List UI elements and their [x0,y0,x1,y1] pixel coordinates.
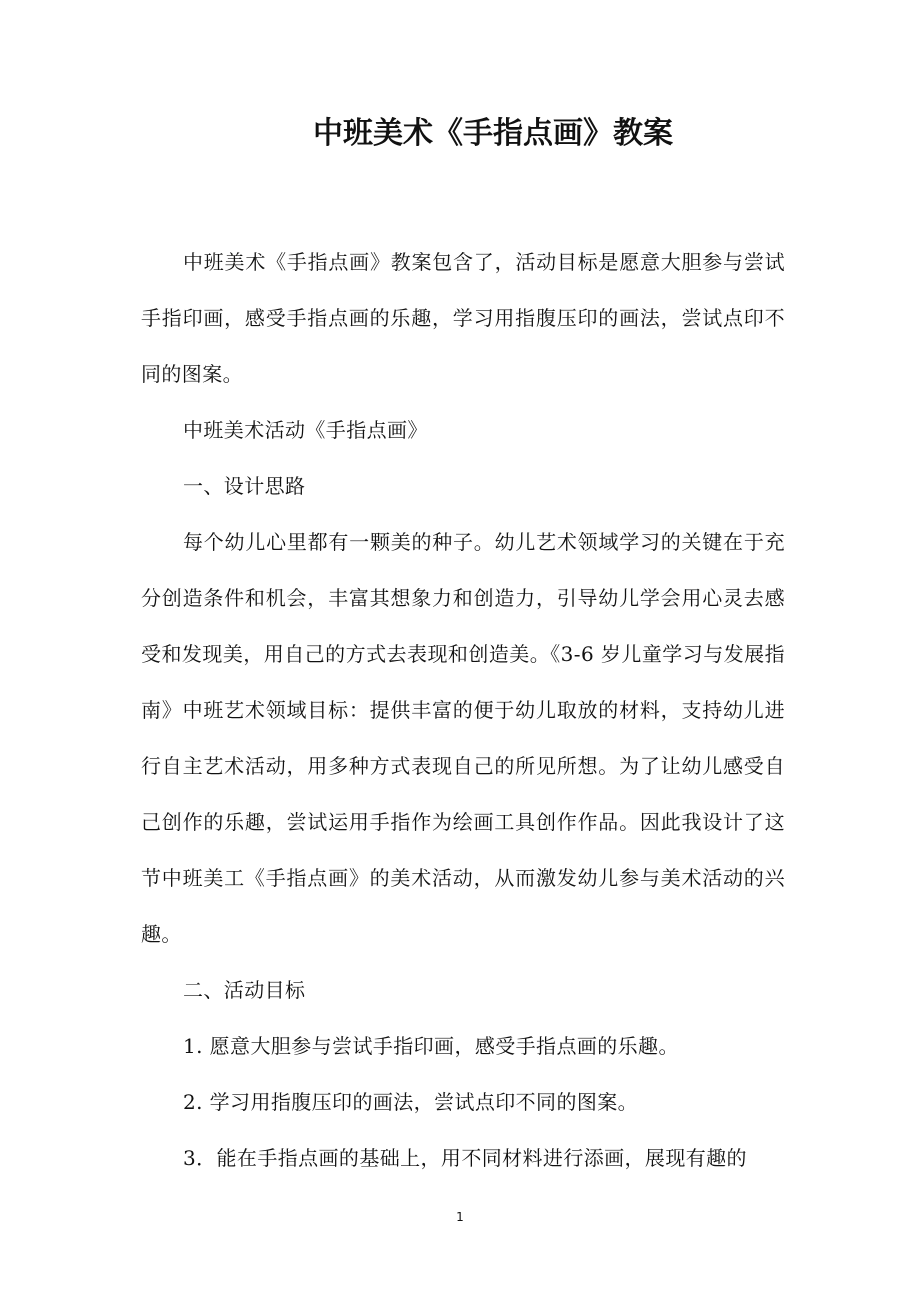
activity-name: 中班美术活动《手指点画》 [183,418,428,442]
document-body [141,234,785,1186]
goal-item: 3．能在手指点画的基础上，用不同材料进行添画，展现有趣的 [183,1146,747,1170]
goal-item: 2. 学习用指腹压印的画法，尝试点印不同的图案。 [183,1090,639,1114]
document-title: 中班美术《手指点画》教案 [313,116,673,151]
goal-item: 1. 愿意大胆参与尝试手指印画，感受手指点画的乐趣。 [183,1034,679,1058]
section-heading-design: 一、设计思路 [183,474,306,498]
section-heading-goals: 二、活动目标 [183,978,306,1002]
intro-paragraph: 中班美术《手指点画》教案包含了，活动目标是愿意大胆参与尝试手指印画，感受手指点画的乐趣，学习用指腹压印的画法，尝试点印不同的图案。 [141,250,785,386]
design-paragraph: 每个幼儿心里都有一颗美的种子。幼儿艺术领域学习的关键在于充分创造条件和机会，丰富其想象力和创造力，引导幼儿学会用心灵去感受和发现美，用自己的方式去表现和创造美。《3-6 岁儿童学习与发展指南》中班艺术领域目标：提供丰富的便于幼儿取放的材料，支持幼儿进行自主艺术活动，用多种方式表现自己的所见所想。为了让幼儿感受自己创作的乐趣，尝试运用手指作为绘画工具创作作品。因此我设计了这节中班美工《手指点画》的美术活动，从而激发幼儿参与美术活动的兴趣。 [141,530,785,946]
page-number: 1 [456,1210,464,1224]
